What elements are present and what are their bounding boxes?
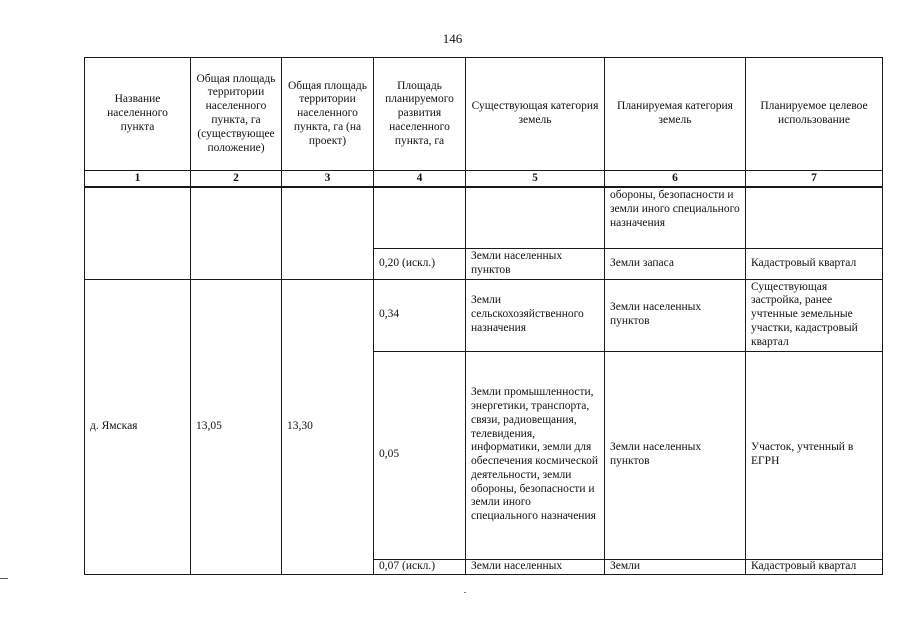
table-header-row	[85, 58, 883, 171]
planned-use-cell: Кадастровый квартал	[746, 559, 883, 574]
planned-use-cell: Участок, учтенный в ЕГРН	[746, 351, 883, 559]
column-number: 5	[466, 171, 605, 188]
header-existing-category: Существующая категория земель	[466, 58, 605, 171]
planned-area-cell: 0,34	[374, 279, 466, 351]
existing-category-cell: Земли сельскохозяйственного назначения	[466, 279, 605, 351]
header-planned-use: Планируемое целевое использование	[746, 58, 883, 171]
planned-use-cell: Существующая застройка, ранее учтенные земельные участки, кадастровый квартал	[746, 279, 883, 351]
header-area-project: Общая площадь территории населенного пункта, га (на проект)	[282, 58, 374, 171]
planned-area-cell: 0,07 (искл.)	[374, 559, 466, 574]
column-number: 4	[374, 171, 466, 188]
planned-area-cell: 0,05	[374, 351, 466, 559]
planned-category-cell: обороны, безопасности и земли иного специального назначения	[605, 187, 746, 249]
column-number: 3	[282, 171, 374, 188]
page-number: 146	[442, 31, 463, 46]
area-project-cell: 13,30	[282, 279, 374, 574]
planned-use-cell: Кадастровый квартал	[746, 249, 883, 280]
planned-category-cell: Земли запаса	[605, 249, 746, 280]
area-project-cell-empty	[282, 187, 374, 279]
planned-category-cell: Земли	[605, 559, 746, 574]
existing-category-cell: Земли населенных пунктов	[466, 249, 605, 280]
planned-area-cell: 0,20 (искл.)	[374, 249, 466, 280]
planned-category-cell: Земли населенных пунктов	[605, 279, 746, 351]
planned-use-cell	[746, 187, 883, 249]
header-area-existing: Общая площадь территории населенного пункта, га (существующее положение)	[191, 58, 282, 171]
column-number: 1	[85, 171, 191, 188]
column-number-row	[85, 171, 883, 188]
table-row	[85, 279, 883, 351]
scan-dot	[464, 592, 466, 593]
column-number: 2	[191, 171, 282, 188]
column-number: 6	[605, 171, 746, 188]
existing-category-cell	[466, 187, 605, 249]
existing-category-cell: Земли промышленности, энергетики, транспорта, связи, радиовещания, телевидения, информатики, земли для обеспечения космической деятельности, земли обороны, безопасности и земли иного специального назначения	[466, 351, 605, 559]
edge-mark	[0, 578, 8, 579]
header-planned-category: Планируемая категория земель	[605, 58, 746, 171]
settlement-name-cell: д. Ямская	[85, 279, 191, 574]
area-existing-cell-empty	[191, 187, 282, 279]
column-number: 7	[746, 171, 883, 188]
planned-area-cell	[374, 187, 466, 249]
header-planned-development-area: Площадь планируемого развития населенного пункта, га	[374, 58, 466, 171]
existing-category-cell: Земли населенных	[466, 559, 605, 574]
settlement-cell-empty	[85, 187, 191, 279]
header-settlement-name: Название населенного пункта	[85, 58, 191, 171]
planned-category-cell: Земли населенных пунктов	[605, 351, 746, 559]
area-existing-cell: 13,05	[191, 279, 282, 574]
land-category-table	[84, 57, 883, 575]
table-row	[85, 187, 883, 249]
